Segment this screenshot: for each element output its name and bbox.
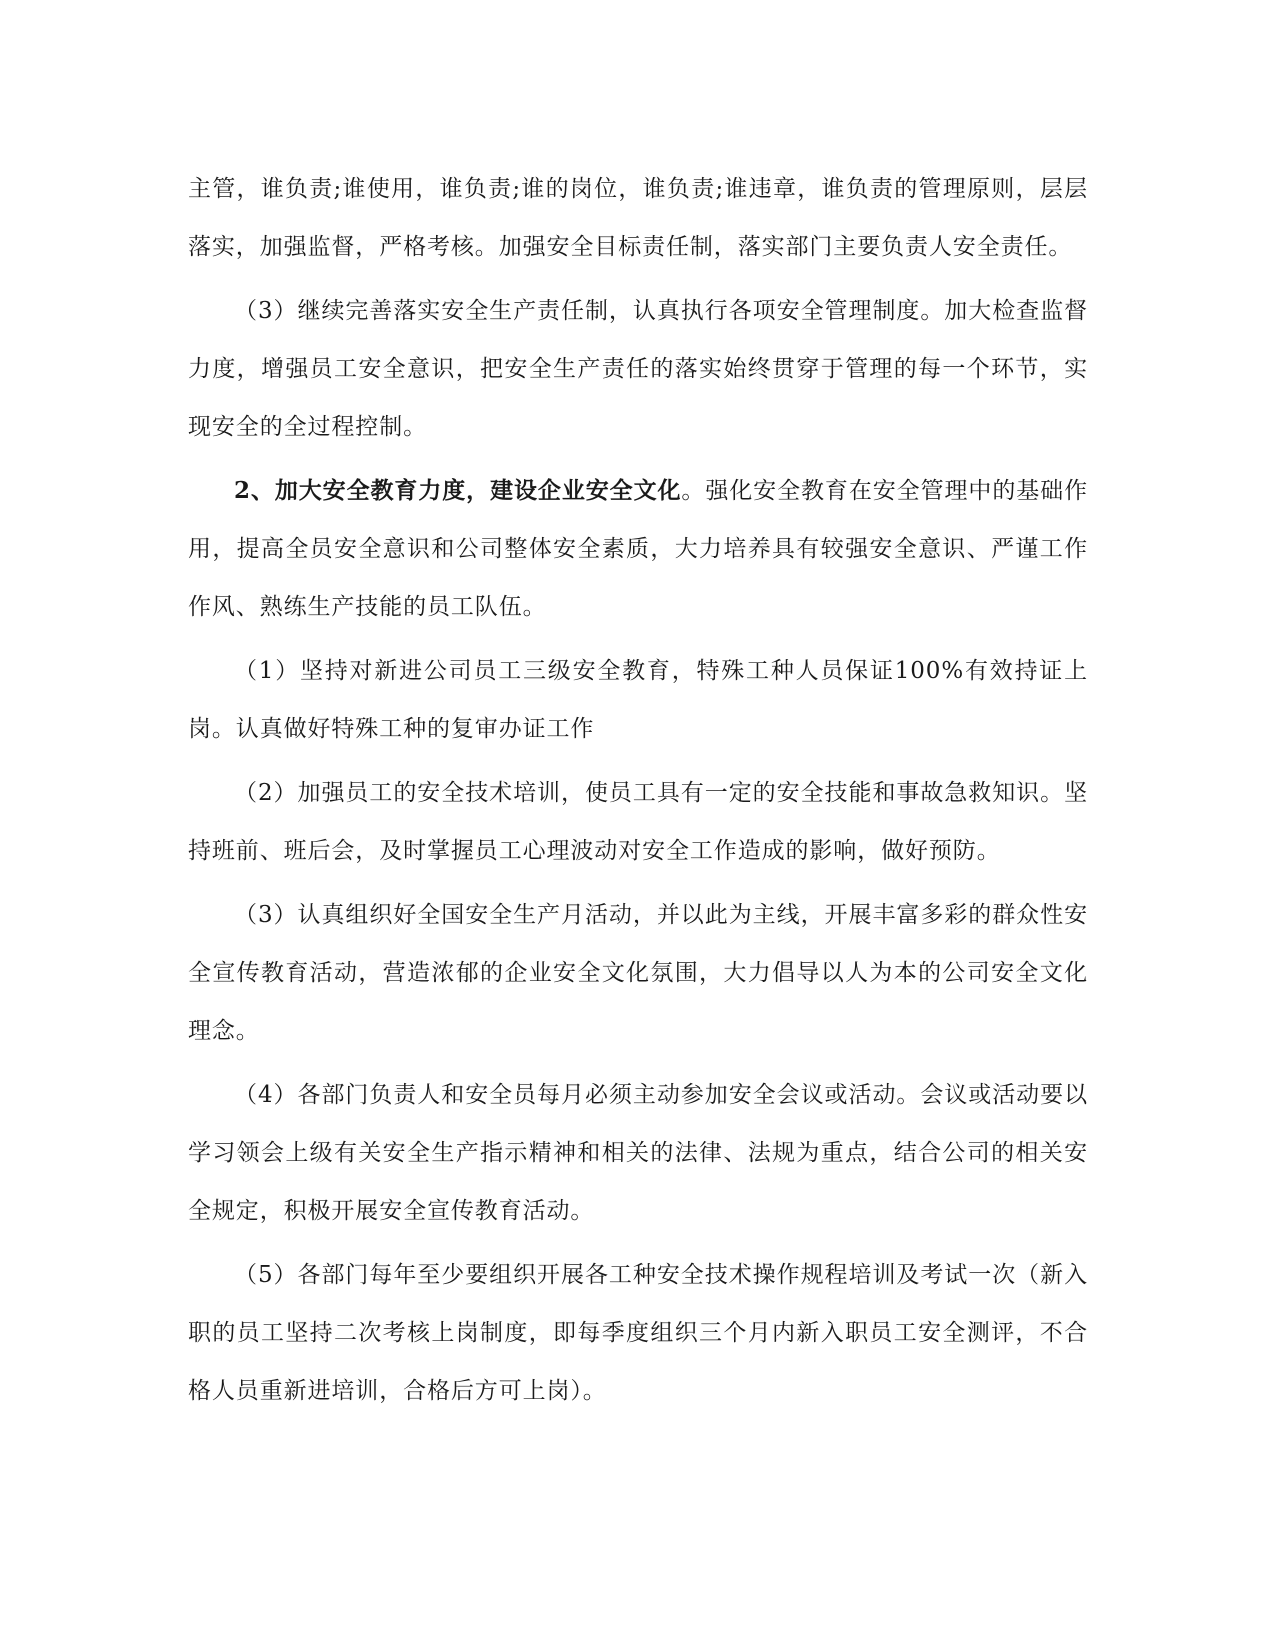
paragraph-5 [188,764,1088,880]
document-body [188,160,1088,1426]
paragraph-8-text: （5）各部门每年至少要组织开展各工种安全技术操作规程培训及考试一次（新入职的员工坚持二次考核上岗制度，即每季度组织三个月内新入职员工安全测评，不合格人员重新进培训，合格后方可上岗）。 [188,1262,1088,1404]
paragraph-2-text: （3）继续完善落实安全生产责任制，认真执行各项安全管理制度。加大检查监督力度，增强员工安全意识，把安全生产责任的落实始终贯穿于管理的每一个环节，实现安全的全过程控制。 [188,298,1088,440]
paragraph-7 [188,1066,1088,1240]
paragraph-6 [188,886,1088,1060]
paragraph-3 [188,462,1088,636]
paragraph-2 [188,282,1088,456]
section-heading: 2、加大安全教育力度，建设企业安全文化 [234,477,682,504]
paragraph-1-text: 主管，谁负责;谁使用，谁负责;谁的岗位，谁负责;谁违章，谁负责的管理原则，层层落实，加强监督，严格考核。加强安全目标责任制，落实部门主要负责人安全责任。 [188,176,1088,260]
paragraph-3-text: 。强化安全教育在安全管理中的基础作用，提高全员安全意识和公司整体安全素质，大力培养具有较强安全意识、严谨工作作风、熟练生产技能的员工队伍。 [188,478,1088,620]
paragraph-4 [188,642,1088,758]
paragraph-4-text: （1）坚持对新进公司员工三级安全教育，特殊工种人员保证100%有效持证上岗。认真做好特殊工种的复审办证工作 [188,658,1088,742]
paragraph-5-text: （2）加强员工的安全技术培训，使员工具有一定的安全技能和事故急救知识。坚持班前、班后会，及时掌握员工心理波动对安全工作造成的影响，做好预防。 [188,780,1088,864]
paragraph-7-text: （4）各部门负责人和安全员每月必须主动参加安全会议或活动。会议或活动要以学习领会上级有关安全生产指示精神和相关的法律、法规为重点，结合公司的相关安全规定，积极开展安全宣传教育活动。 [188,1082,1088,1224]
paragraph-1 [188,160,1088,276]
paragraph-8 [188,1246,1088,1420]
paragraph-6-text: （3）认真组织好全国安全生产月活动，并以此为主线，开展丰富多彩的群众性安全宣传教育活动，营造浓郁的企业安全文化氛围，大力倡导以人为本的公司安全文化理念。 [188,902,1088,1044]
